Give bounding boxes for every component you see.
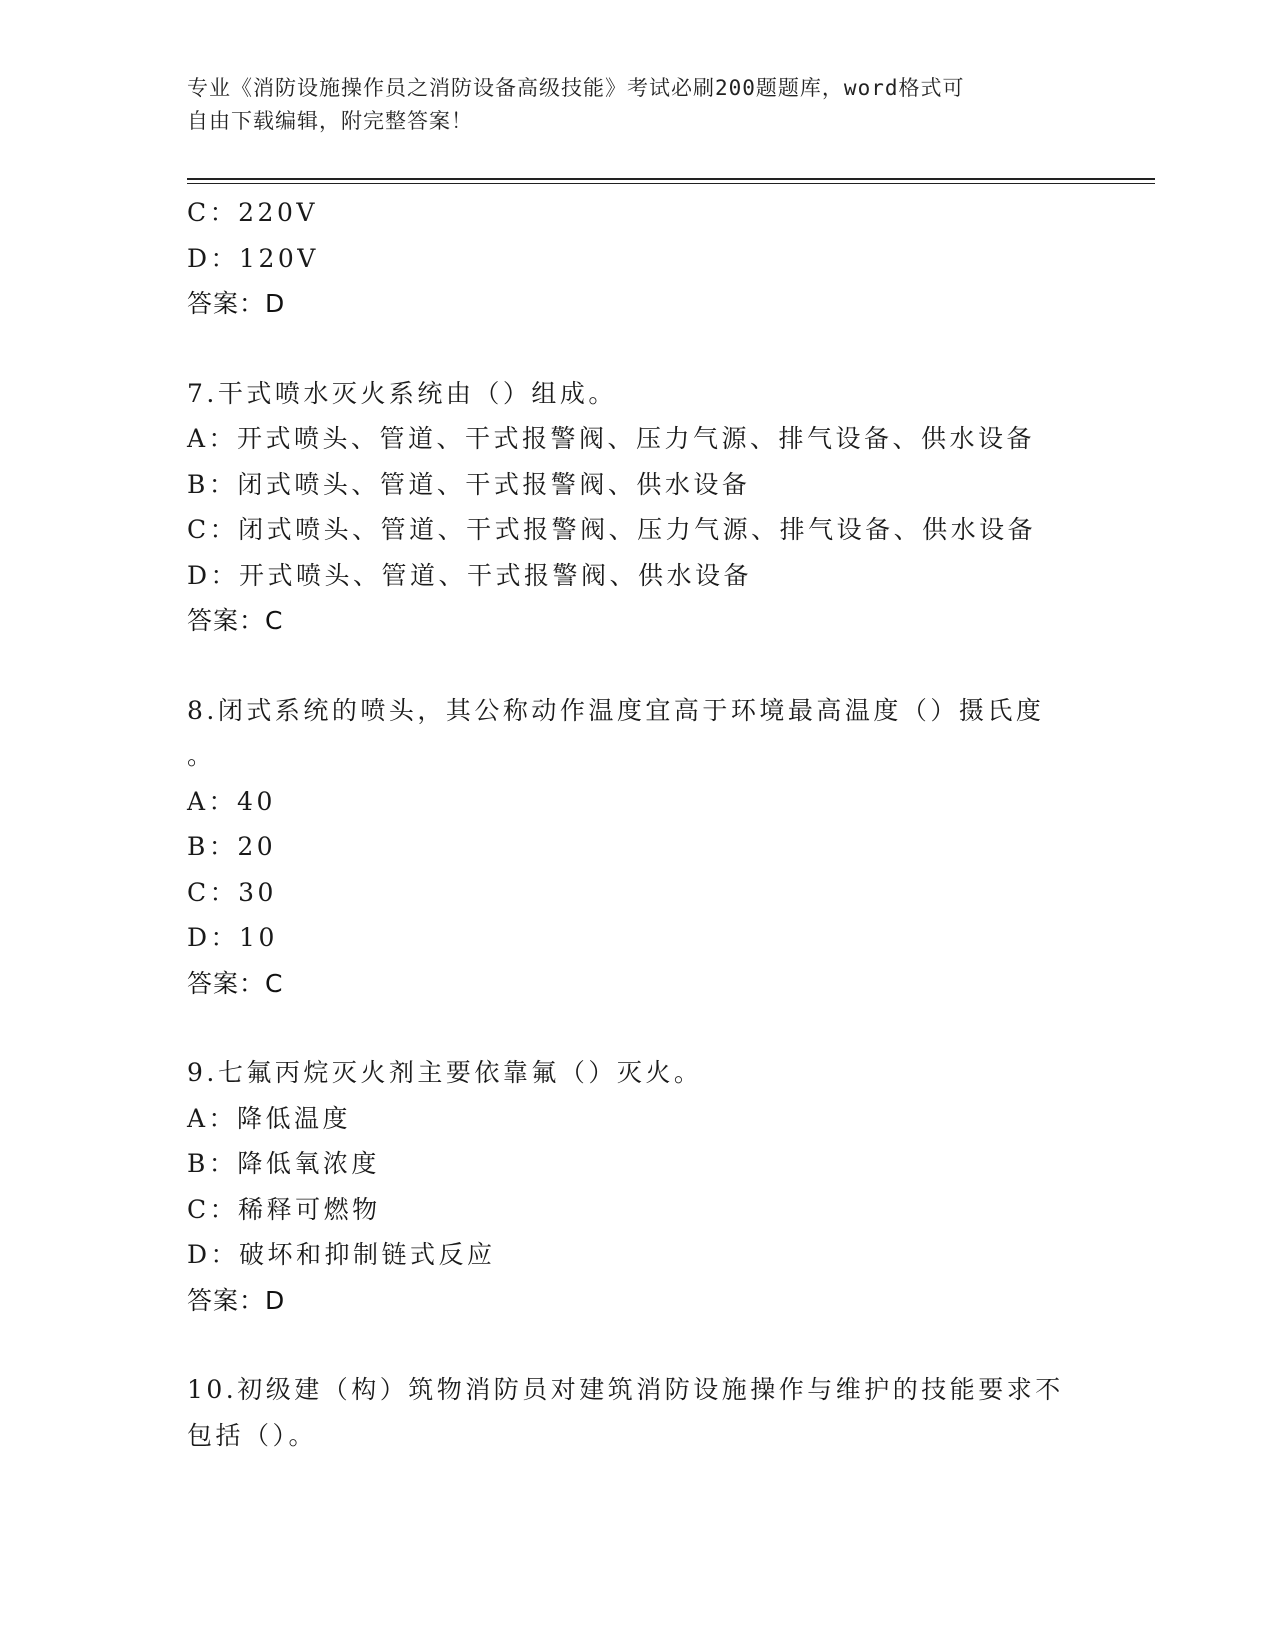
- q9-option-b: B：降低氧浓度: [187, 1149, 380, 1178]
- q8-answer: 答案：C: [187, 968, 284, 998]
- q6-option-c: C：220V: [187, 198, 318, 227]
- q9-option-c: C：稀释可燃物: [187, 1194, 381, 1224]
- question-9-block: [187, 1050, 1087, 1323]
- q9-option-a: A：降低温度: [187, 1103, 352, 1133]
- spacer: [187, 327, 1087, 371]
- q8-option-d: D：10: [187, 923, 278, 952]
- question-7-block: [187, 371, 1087, 644]
- q8-question-line-2: 。: [187, 741, 216, 770]
- question-6-block: [187, 190, 1087, 327]
- q7-question: 7.干式喷水灭火系统由（）组成。: [187, 378, 617, 408]
- q7-option-d: D：开式喷头、管道、干式报警阀、供水设备: [187, 560, 753, 590]
- header-divider-thick: [187, 178, 1155, 180]
- q8-option-c: C：30: [187, 877, 277, 907]
- q9-question: 9.七氟丙烷灭火剂主要依靠氟（）灭火。: [187, 1058, 703, 1087]
- q10-question-line-2: 包括（）。: [187, 1420, 318, 1450]
- q9-option-d: D：破坏和抑制链式反应: [187, 1240, 496, 1269]
- q6-option-d: D：120V: [187, 243, 319, 273]
- q9-answer: 答案：D: [187, 1285, 286, 1315]
- header-divider-thin: [187, 183, 1155, 184]
- document-header: [187, 72, 1067, 138]
- question-8-block: [187, 688, 1087, 1007]
- header-line-1: 专业《消防设施操作员之消防设备高级技能》考试必刷200题题库，word格式可: [187, 76, 965, 100]
- q8-option-b: B：20: [187, 832, 277, 861]
- spacer: [187, 1323, 1087, 1367]
- spacer: [187, 1006, 1087, 1050]
- q7-answer: 答案：C: [187, 606, 284, 635]
- q8-option-a: A：40: [187, 786, 276, 816]
- q6-answer: 答案：D: [187, 289, 286, 318]
- q7-option-b: B：闭式喷头、管道、干式报警阀、供水设备: [187, 469, 751, 499]
- spacer: [187, 644, 1087, 688]
- q7-option-a: A：开式喷头、管道、干式报警阀、压力气源、排气设备、供水设备: [187, 424, 1036, 453]
- question-10-block: [187, 1367, 1087, 1458]
- question-list: [187, 190, 1087, 1458]
- q8-question-line-1: 8.闭式系统的喷头，其公称动作温度宜高于环境最高温度（）摄氏度: [187, 695, 1045, 725]
- header-line-2: 自由下载编辑，附完整答案！: [187, 109, 473, 133]
- q10-question-line-1: 10.初级建（构）筑物消防员对建筑消防设施操作与维护的技能要求不: [187, 1375, 1064, 1404]
- q7-option-c: C：闭式喷头、管道、干式报警阀、压力气源、排气设备、供水设备: [187, 515, 1037, 544]
